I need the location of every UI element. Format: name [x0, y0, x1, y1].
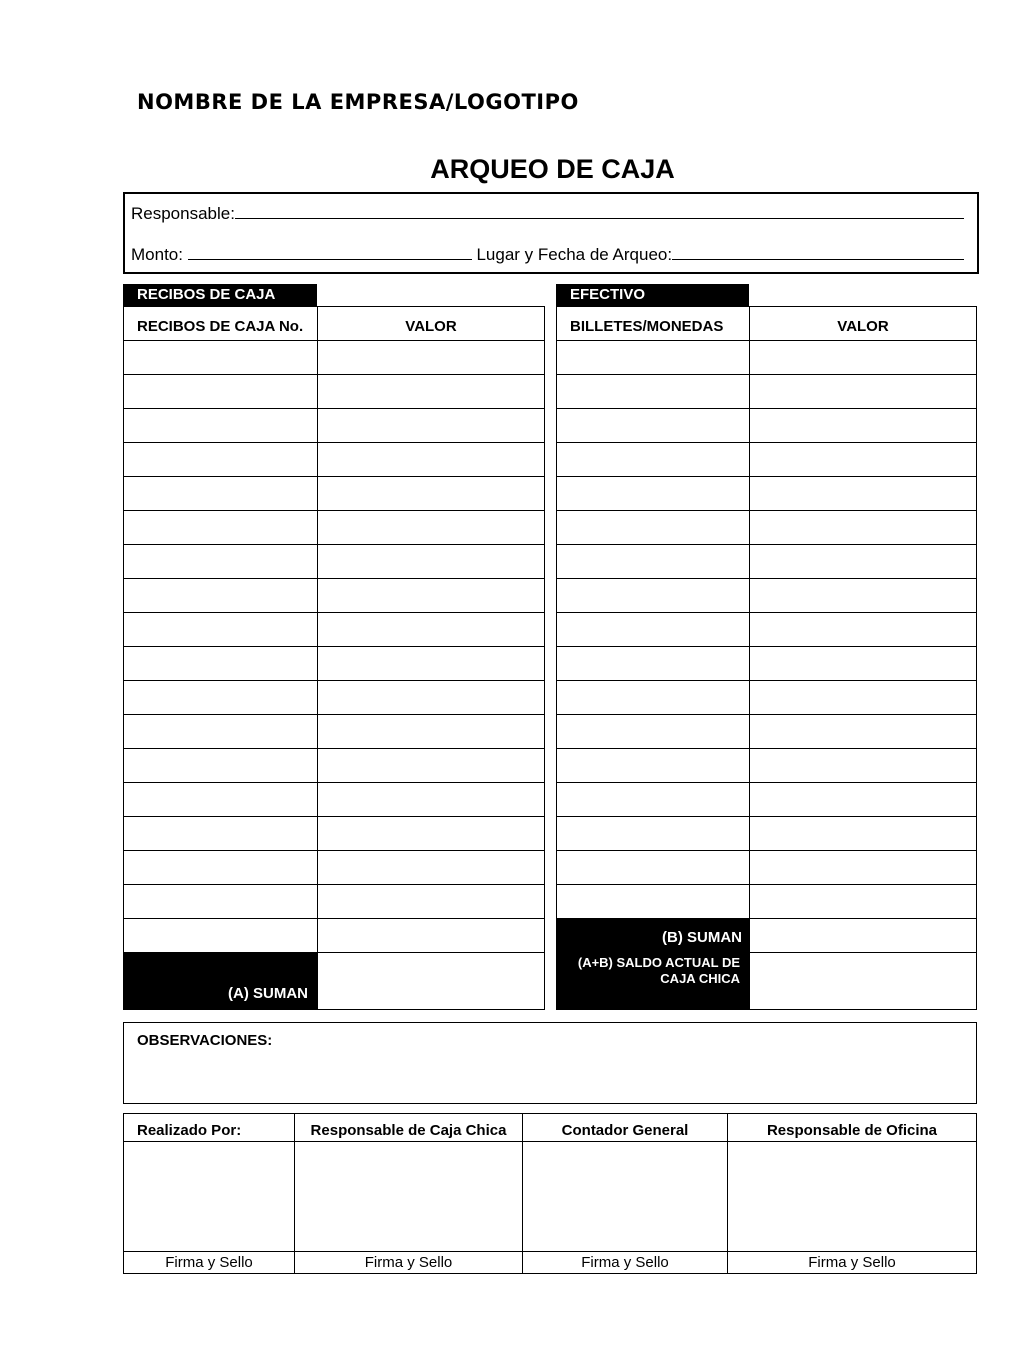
recibos-cell[interactable]: [318, 715, 545, 749]
sign-col-responsable-caja: Responsable de Caja Chica: [295, 1114, 523, 1142]
efectivo-table: [556, 306, 977, 1010]
company-name: NOMBRE DE LA EMPRESA/LOGOTIPO: [137, 90, 579, 114]
efectivo-suman-value[interactable]: [750, 919, 977, 953]
recibos-cell[interactable]: [318, 749, 545, 783]
recibos-row: [124, 817, 545, 851]
efectivo-cell[interactable]: [557, 579, 750, 613]
efectivo-row: [557, 647, 977, 681]
efectivo-cell[interactable]: [557, 715, 750, 749]
firma-label: Firma y Sello: [124, 1252, 295, 1274]
efectivo-cell[interactable]: [557, 885, 750, 919]
efectivo-cell[interactable]: [557, 851, 750, 885]
recibos-cell[interactable]: [124, 749, 318, 783]
efectivo-section-title: EFECTIVO: [556, 284, 749, 306]
recibos-cell[interactable]: [124, 681, 318, 715]
efectivo-row: [557, 443, 977, 477]
recibos-col-no-header: RECIBOS DE CAJA No.: [124, 307, 318, 341]
efectivo-row: [557, 511, 977, 545]
recibos-cell[interactable]: [318, 613, 545, 647]
efectivo-cell[interactable]: [557, 375, 750, 409]
recibos-cell[interactable]: [318, 885, 545, 919]
efectivo-row: [557, 885, 977, 919]
efectivo-cell[interactable]: [750, 409, 977, 443]
efectivo-cell[interactable]: [750, 375, 977, 409]
signature-area[interactable]: [295, 1142, 523, 1252]
signatures-table: [123, 1113, 977, 1274]
recibos-row: [124, 341, 545, 375]
efectivo-cell[interactable]: [557, 749, 750, 783]
efectivo-cell[interactable]: [557, 647, 750, 681]
recibos-cell[interactable]: [124, 715, 318, 749]
recibos-row: [124, 647, 545, 681]
observaciones-box[interactable]: [123, 1022, 977, 1104]
efectivo-cell[interactable]: [750, 579, 977, 613]
responsable-field[interactable]: [235, 202, 964, 219]
monto-field[interactable]: [188, 243, 472, 260]
recibos-row: [124, 409, 545, 443]
efectivo-row: [557, 749, 977, 783]
lugar-fecha-field[interactable]: [672, 243, 964, 260]
efectivo-row: [557, 579, 977, 613]
efectivo-cell[interactable]: [557, 409, 750, 443]
efectivo-cell[interactable]: [750, 817, 977, 851]
observaciones-label: OBSERVACIONES:: [137, 1032, 273, 1049]
recibos-cell[interactable]: [124, 443, 318, 477]
recibos-row: [124, 681, 545, 715]
efectivo-cell[interactable]: [750, 783, 977, 817]
saldo-value[interactable]: [750, 953, 977, 1010]
recibos-row: [124, 715, 545, 749]
efectivo-cell[interactable]: [557, 681, 750, 715]
recibos-row: [124, 579, 545, 613]
efectivo-cell[interactable]: [557, 545, 750, 579]
efectivo-cell[interactable]: [557, 783, 750, 817]
recibos-suman-value[interactable]: [318, 953, 545, 1010]
recibos-row: [124, 749, 545, 783]
efectivo-cell[interactable]: [750, 647, 977, 681]
recibos-cell[interactable]: [124, 409, 318, 443]
efectivo-row: [557, 545, 977, 579]
efectivo-cell[interactable]: [750, 443, 977, 477]
recibos-cell[interactable]: [124, 647, 318, 681]
recibos-cell[interactable]: [318, 409, 545, 443]
recibos-row: [124, 919, 545, 953]
efectivo-col-valor-header: VALOR: [750, 307, 977, 341]
efectivo-cell[interactable]: [750, 851, 977, 885]
recibos-cell[interactable]: [318, 851, 545, 885]
recibos-cell[interactable]: [124, 511, 318, 545]
recibos-cell[interactable]: [318, 817, 545, 851]
firma-label: Firma y Sello: [728, 1252, 977, 1274]
page-title: ARQUEO DE CAJA: [430, 154, 675, 184]
sign-col-realizado: Realizado Por:: [124, 1114, 295, 1142]
efectivo-row: [557, 613, 977, 647]
recibos-col-valor-header: VALOR: [318, 307, 545, 341]
recibos-cell[interactable]: [318, 783, 545, 817]
recibos-cell[interactable]: [318, 341, 545, 375]
efectivo-cell[interactable]: [750, 681, 977, 715]
recibos-cell[interactable]: [124, 817, 318, 851]
saldo-label: (A+B) SALDO ACTUAL DE CAJA CHICA: [557, 953, 750, 1010]
recibos-cell[interactable]: [318, 511, 545, 545]
recibos-cell[interactable]: [318, 545, 545, 579]
firma-label: Firma y Sello: [295, 1252, 523, 1274]
efectivo-row: [557, 341, 977, 375]
recibos-row: [124, 375, 545, 409]
efectivo-col-billetes-header: BILLETES/MONEDAS: [557, 307, 750, 341]
recibos-row: [124, 783, 545, 817]
recibos-cell[interactable]: [318, 477, 545, 511]
efectivo-cell[interactable]: [750, 613, 977, 647]
recibos-section-title: RECIBOS DE CAJA: [123, 284, 317, 306]
recibos-cell[interactable]: [318, 443, 545, 477]
efectivo-row: [557, 783, 977, 817]
recibos-suman-label: (A) SUMAN: [124, 953, 318, 1010]
efectivo-cell[interactable]: [557, 477, 750, 511]
efectivo-row: [557, 375, 977, 409]
recibos-row: [124, 545, 545, 579]
recibos-cell[interactable]: [124, 919, 318, 953]
recibos-cell[interactable]: [318, 919, 545, 953]
recibos-cell[interactable]: [124, 885, 318, 919]
efectivo-row: [557, 817, 977, 851]
recibos-cell[interactable]: [124, 613, 318, 647]
efectivo-row: [557, 409, 977, 443]
recibos-table: [123, 306, 545, 1010]
efectivo-cell[interactable]: [750, 511, 977, 545]
efectivo-cell[interactable]: [750, 715, 977, 749]
efectivo-cell[interactable]: [557, 613, 750, 647]
efectivo-row: [557, 477, 977, 511]
signature-area[interactable]: [124, 1142, 295, 1252]
efectivo-row: [557, 851, 977, 885]
recibos-row: [124, 477, 545, 511]
recibos-cell[interactable]: [124, 783, 318, 817]
efectivo-cell[interactable]: [750, 545, 977, 579]
recibos-cell[interactable]: [318, 647, 545, 681]
signature-area[interactable]: [728, 1142, 977, 1252]
recibos-row: [124, 443, 545, 477]
recibos-cell[interactable]: [318, 375, 545, 409]
lugar-fecha-label: Lugar y Fecha de Arqueo:: [476, 245, 673, 264]
signature-area[interactable]: [523, 1142, 728, 1252]
recibos-row: [124, 613, 545, 647]
sign-col-responsable-oficina: Responsable de Oficina: [728, 1114, 977, 1142]
recibos-cell[interactable]: [124, 477, 318, 511]
efectivo-row: [557, 681, 977, 715]
efectivo-cell[interactable]: [750, 749, 977, 783]
efectivo-cell[interactable]: [750, 885, 977, 919]
recibos-cell[interactable]: [124, 545, 318, 579]
efectivo-cell[interactable]: [750, 477, 977, 511]
recibos-cell[interactable]: [318, 681, 545, 715]
recibos-row: [124, 851, 545, 885]
efectivo-cell[interactable]: [557, 341, 750, 375]
efectivo-cell[interactable]: [750, 341, 977, 375]
recibos-cell[interactable]: [124, 851, 318, 885]
firma-label: Firma y Sello: [523, 1252, 728, 1274]
recibos-cell[interactable]: [124, 375, 318, 409]
efectivo-row: [557, 715, 977, 749]
recibos-row: [124, 511, 545, 545]
recibos-cell[interactable]: [124, 341, 318, 375]
sign-col-contador: Contador General: [523, 1114, 728, 1142]
responsable-label: Responsable:: [131, 204, 235, 223]
efectivo-cell[interactable]: [557, 511, 750, 545]
recibos-cell[interactable]: [318, 579, 545, 613]
header-box: [123, 192, 979, 274]
recibos-cell[interactable]: [124, 579, 318, 613]
monto-label: Monto:: [131, 245, 183, 264]
efectivo-cell[interactable]: [557, 443, 750, 477]
recibos-row: [124, 885, 545, 919]
efectivo-suman-label: (B) SUMAN: [557, 919, 750, 953]
efectivo-cell[interactable]: [557, 817, 750, 851]
